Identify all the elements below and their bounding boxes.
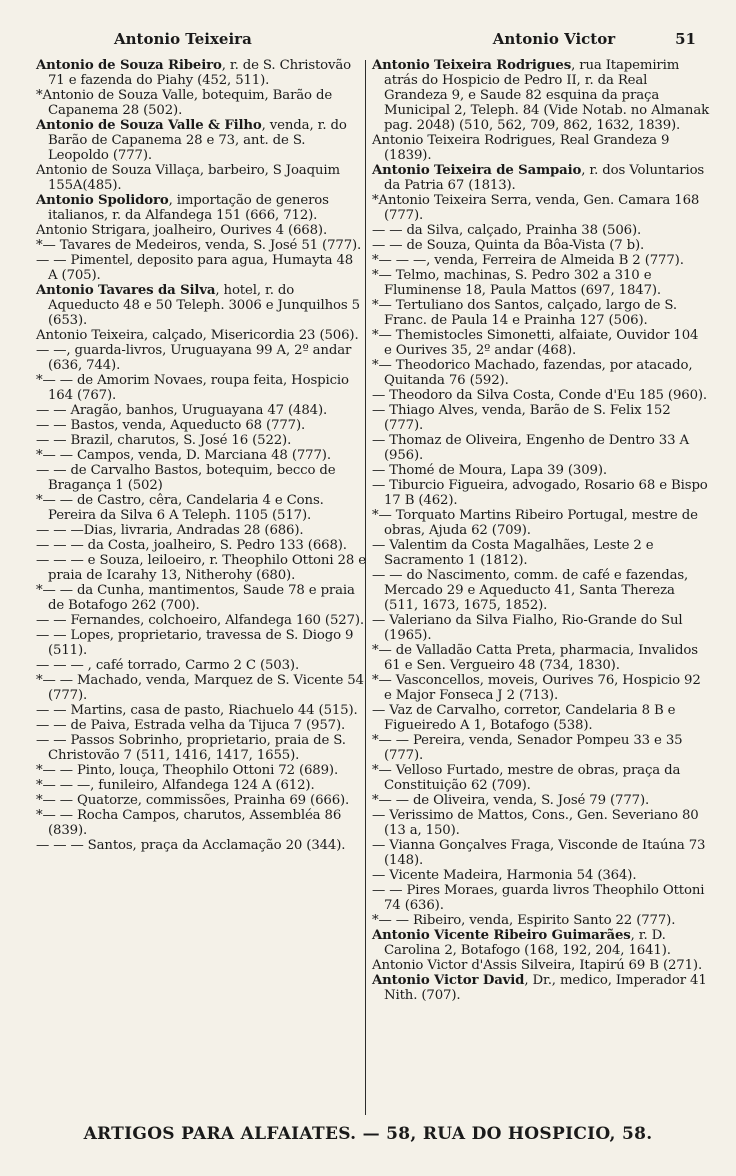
directory-entry: — Thiago Alves, venda, Barão de S. Felix 152 (777). (372, 403, 671, 433)
directory-entry: *— Torquato Martins Ribeiro Portugal, mestre de obras, Ajuda 62 (709). (372, 508, 698, 538)
directory-entry: Antonio Spolidoro, importação de generos italianos, r. da Alfandega 151 (666, 712). (36, 193, 329, 223)
directory-entry: — — de Carvalho Bastos, botequim, becco de Bragança 1 (502) (36, 463, 336, 493)
directory-entry: Antonio de Souza Ribeiro, r. de S. Christovão 71 e fazenda do Piahy (452, 511). (36, 58, 352, 88)
entry-name-bold: Antonio Vicente Ribeiro Guimarães (372, 928, 631, 943)
entry-name-bold: Antonio de Souza Ribeiro (36, 58, 222, 73)
directory-entry: — — Pires Moraes, guarda livros Theophilo Ottoni 74 (636). (372, 883, 705, 913)
page-header (30, 26, 696, 52)
directory-entry: — —, guarda-livros, Uruguayana 99 A, 2º andar (636, 744). (36, 343, 352, 373)
directory-entry: *— — Campos, venda, D. Marciana 48 (777). (36, 448, 331, 463)
directory-entry: Antonio Victor d'Assis Silveira, Itapirú 69 B (271). (372, 958, 703, 973)
header-left-name: Antonio Teixeira (114, 30, 252, 48)
directory-entry: *— — —, funileiro, Alfandega 124 A (612). (36, 778, 315, 793)
left-column (36, 58, 366, 853)
directory-entry: Antonio Vicente Ribeiro Guimarães, r. D. Carolina 2, Botafogo (168, 192, 204, 1641). (372, 928, 671, 958)
directory-entry: *— Theodorico Machado, fazendas, por atacado, Quitanda 76 (592). (372, 358, 693, 388)
directory-entry: Antonio Strigara, joalheiro, Ourives 4 (668). (36, 223, 328, 238)
directory-entry: Antonio Teixeira Rodrigues, Real Grandeza 9 (1839). (372, 133, 670, 163)
directory-entry: — — de Paiva, Estrada velha da Tijuca 7 (957). (36, 718, 346, 733)
directory-entry: *— Velloso Furtado, mestre de obras, praça da Constituição 62 (709). (372, 763, 681, 793)
directory-entry: *— — —, venda, Ferreira de Almeida B 2 (777). (372, 253, 684, 268)
directory-entry: Antonio de Souza Valle & Filho, venda, r. do Barão de Capanema 28 e 73, ant. de S. Leopoldo (777). (36, 118, 347, 163)
directory-entry: — — Martins, casa de pasto, Riachuelo 44 (515). (36, 703, 358, 718)
directory-entry: *— de Valladão Catta Preta, pharmacia, Invalidos 61 e Sen. Vergueiro 48 (734, 1830). (372, 643, 698, 673)
directory-entry: *— — Quatorze, commissões, Prainha 69 (666). (36, 793, 350, 808)
directory-entry: *— — Pinto, louça, Theophilo Ottoni 72 (689). (36, 763, 339, 778)
directory-entry: — Verissimo de Mattos, Cons., Gen. Severiano 80 (13 a, 150). (372, 808, 699, 838)
directory-entry: Antonio Victor David, Dr., medico, Imperador 41 Nith. (707). (372, 973, 707, 1003)
directory-entry: — Theodoro da Silva Costa, Conde d'Eu 185 (960). (372, 388, 708, 403)
directory-entry: — Valeriano da Silva Fialho, Rio-Grande do Sul (1965). (372, 613, 683, 643)
directory-entry: Antonio Teixeira de Sampaio, r. dos Voluntarios da Patria 67 (1813). (372, 163, 705, 193)
directory-entry: — — Aragão, banhos, Uruguayana 47 (484). (36, 403, 328, 418)
directory-entry: *— — de Amorim Novaes, roupa feita, Hospicio 164 (767). (36, 373, 349, 403)
directory-entry: — — — e Souza, leiloeiro, r. Theophilo Ottoni 28 e praia de Icarahy 13, Nitherohy (680). (36, 553, 366, 583)
directory-entry: Antonio de Souza Villaça, barbeiro, S Joaquim 155A(485). (36, 163, 340, 193)
directory-entry: *— — da Cunha, mantimentos, Saude 78 e praia de Botafogo 262 (700). (36, 583, 355, 613)
directory-entry: *— Tavares de Medeiros, venda, S. José 51 (777). (36, 238, 362, 253)
entry-name-bold: Antonio Tavares da Silva (36, 283, 216, 298)
page-footer-advertisement: ARTIGOS PARA ALFAIATES. — 58, RUA DO HOSPICIO, 58. (83, 1124, 653, 1144)
directory-entry: Antonio Teixeira, calçado, Misericordia 23 (506). (36, 328, 359, 343)
directory-entry: — — — da Costa, joalheiro, S. Pedro 133 (668). (36, 538, 347, 553)
header-right-group (493, 30, 696, 48)
directory-entry: — Vicente Madeira, Harmonia 54 (364). (372, 868, 637, 883)
directory-entry: — — do Nascimento, comm. de café e fazendas, Mercado 29 e Aqueducto 41, Santa Thereza (511, 1673, 1675, 1852). (372, 568, 689, 613)
directory-entry: — Thomé de Moura, Lapa 39 (309). (372, 463, 607, 478)
entry-name-bold: Antonio Teixeira Rodrigues (372, 58, 572, 73)
entry-name-bold: Antonio Spolidoro (36, 193, 169, 208)
header-right-name: Antonio Victor (492, 30, 616, 48)
entry-name-bold: Antonio Teixeira de Sampaio (372, 163, 582, 178)
directory-entry: — — Lopes, proprietario, travessa de S. Diogo 9 (511). (36, 628, 354, 658)
directory-entry: *— — Pereira, venda, Senador Pompeu 33 e 35 (777). (372, 733, 683, 763)
directory-entry: — — — Santos, praça da Acclamação 20 (344). (36, 838, 346, 853)
entry-name-bold: Antonio Victor David (372, 973, 525, 988)
directory-entry: — Tiburcio Figueira, advogado, Rosario 68 e Bispo 17 B (462). (372, 478, 708, 508)
directory-entry: — — Passos Sobrinho, proprietario, praia de S. Christovão 7 (511, 1416, 1417, 1655). (36, 733, 346, 763)
directory-entry: — — —Dias, livraria, Andradas 28 (686). (36, 523, 304, 538)
directory-entry: *— — Ribeiro, venda, Espirito Santo 22 (777). (372, 913, 676, 928)
directory-entry: *— — de Oliveira, venda, S. José 79 (777). (372, 793, 650, 808)
right-column (372, 58, 710, 1003)
directory-entry: — Vianna Gonçalves Fraga, Visconde de Itaúna 73 (148). (372, 838, 706, 868)
directory-entry: — — de Souza, Quinta da Bôa-Vista (7 b). (372, 238, 645, 253)
directory-entry: *— Themistocles Simonetti, alfaiate, Ouvidor 104 e Ourives 35, 2º andar (468). (372, 328, 699, 358)
directory-entry: *— — de Castro, cêra, Candelaria 4 e Cons. Pereira da Silva 6 A Teleph. 1105 (517). (36, 493, 324, 523)
directory-entry: — Thomaz de Oliveira, Engenho de Dentro 33 A (956). (372, 433, 689, 463)
directory-entry: *— Tertuliano dos Santos, calçado, largo de S. Franc. de Paula 14 e Prainha 127 (506). (372, 298, 677, 328)
directory-entry: — — Pimentel, deposito para agua, Humayta 48 A (705). (36, 253, 354, 283)
directory-entry: Antonio Teixeira Rodrigues, rua Itapemirim atrás do Hospicio de Pedro II, r. da Real Grandeza 9, e Saude 82 esquina da praça Municipal 2, Teleph. 84 (Vide Notab. no Almanak pag. 2048) (510, 562, 709, 862, 1632, 1839). (372, 58, 710, 133)
directory-entry: *— — Machado, venda, Marquez de S. Vicente 54 (777). (36, 673, 364, 703)
directory-entry: — — Fernandes, colchoeiro, Alfandega 160 (527). (36, 613, 364, 628)
directory-entry: *Antonio Teixeira Serra, venda, Gen. Camara 168 (777). (372, 193, 700, 223)
directory-entry: — — Bastos, venda, Aqueducto 68 (777). (36, 418, 306, 433)
directory-entry: *Antonio de Souza Valle, botequim, Barão de Capanema 28 (502). (36, 88, 333, 118)
directory-entry: — Vaz de Carvalho, corretor, Candelaria 8 B e Figueiredo A 1, Botafogo (538). (372, 703, 676, 733)
directory-entry: *— Vasconcellos, moveis, Ourives 76, Hospicio 92 e Major Fonseca J 2 (713). (372, 673, 701, 703)
directory-entry: — — — , café torrado, Carmo 2 C (503). (36, 658, 300, 673)
directory-entry: — — da Silva, calçado, Prainha 38 (506). (372, 223, 642, 238)
entry-name-bold: Antonio de Souza Valle & Filho (36, 118, 262, 133)
directory-entry: — — Brazil, charutos, S. José 16 (522). (36, 433, 292, 448)
directory-entry: — Valentim da Costa Magalhães, Leste 2 e Sacramento 1 (1812). (372, 538, 654, 568)
directory-entry: *— — Rocha Campos, charutos, Assembléa 86 (839). (36, 808, 342, 838)
page-number: 51 (675, 30, 696, 48)
directory-entry: *— Telmo, machinas, S. Pedro 302 a 310 e Fluminense 18, Paula Mattos (697, 1847). (372, 268, 662, 298)
directory-entry: Antonio Tavares da Silva, hotel, r. do Aqueducto 48 e 50 Teleph. 3006 e Junquilhos 5 (653). (36, 283, 360, 328)
